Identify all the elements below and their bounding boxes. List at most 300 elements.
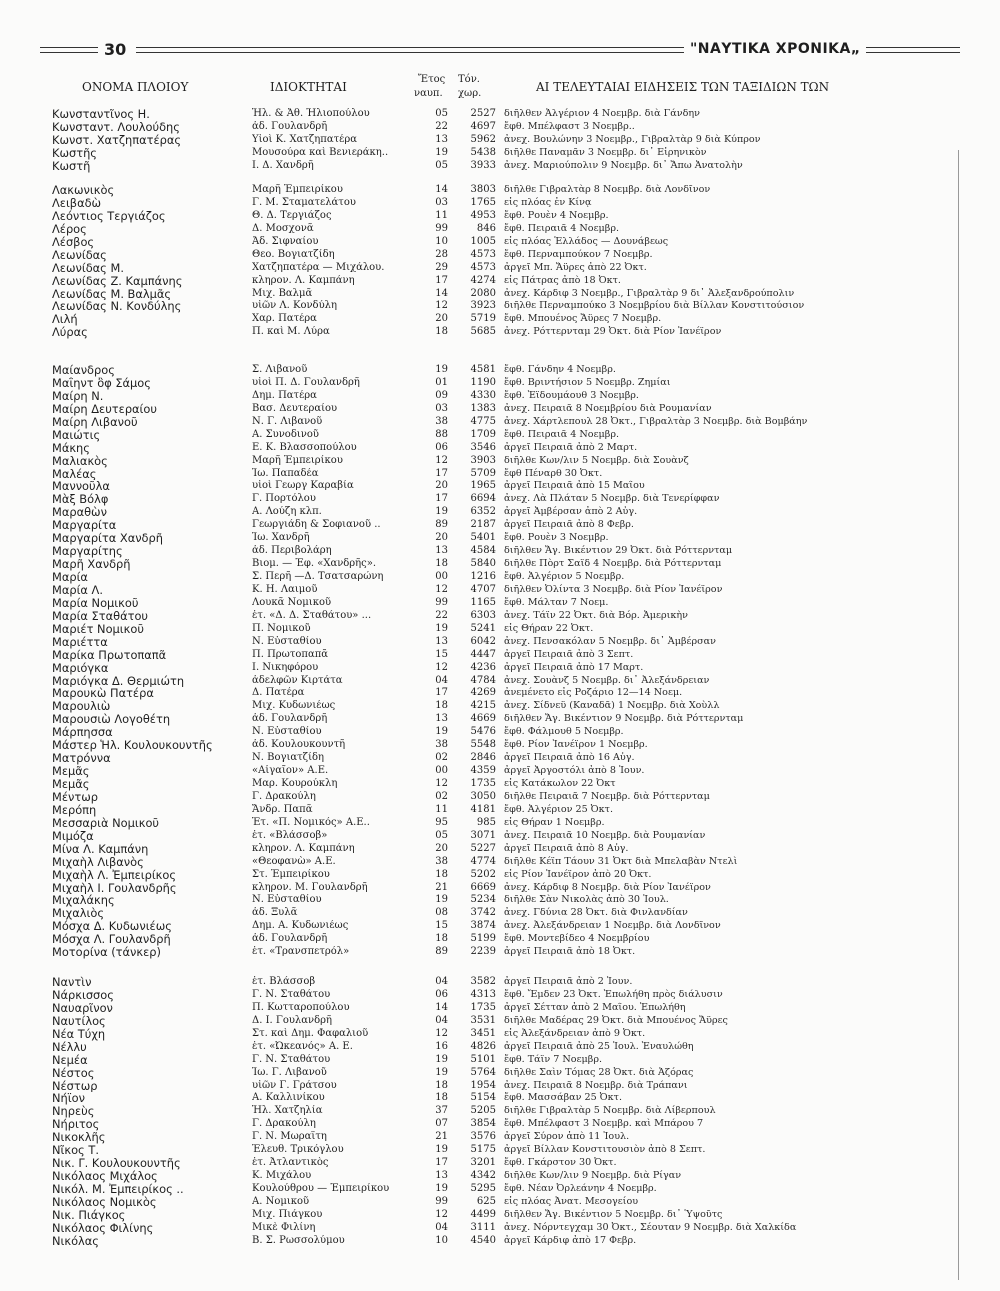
owner: Ἰω. Γ. Λιβανοῦ xyxy=(252,1066,327,1078)
owner: υἱοὶ Π. Δ. Γουλανδρῆ xyxy=(252,376,360,388)
tonnage: 4359 xyxy=(470,765,496,777)
owner: Μικὲ Φιλίνη xyxy=(252,1221,316,1233)
latest-news: ἀνεχ. Νόρντεγχαμ 30 Ὀκτ., Σέουταν 9 Νοεμβρ. διὰ Χαλκίδα xyxy=(504,1221,797,1233)
latest-news: ἀργεῖ Πειραιᾶ ἀπὸ 8 Αὐγ. xyxy=(504,842,629,854)
table-row xyxy=(48,1105,908,1118)
build-year: 04 xyxy=(435,976,448,987)
table-row xyxy=(48,933,908,946)
table-row xyxy=(48,377,908,390)
tonnage: 4330 xyxy=(470,389,496,401)
tonnage: 4499 xyxy=(470,1208,496,1220)
tonnage: 1954 xyxy=(470,1079,496,1091)
latest-news: ἔφθ. Βριντήσιον 5 Νοεμβρ. Ζημίαι xyxy=(504,376,671,388)
table-row xyxy=(48,817,908,830)
table-row xyxy=(48,778,908,791)
build-year: 20 xyxy=(435,480,448,492)
ship-name: Νικόλαος Φιλίνης xyxy=(52,1221,154,1235)
latest-news: ἀργεῖ Μπ. Ἄϋρες ἀπὸ 22 Ὀκτ. xyxy=(504,261,647,273)
tonnage: 5205 xyxy=(470,1105,496,1117)
build-year: 18 xyxy=(435,700,448,712)
table-row xyxy=(48,765,908,778)
table-row xyxy=(48,262,908,275)
tonnage: 3803 xyxy=(470,184,496,195)
owner: Δημ. Α. Κυδωνιέως xyxy=(252,920,349,932)
ship-name: Ναντὶν xyxy=(52,976,92,989)
ship-name: Μεσσαριὰ Νομικοῦ xyxy=(52,816,160,830)
tonnage: 625 xyxy=(476,1195,496,1207)
ship-name: Μίνα Λ. Καμπάνη xyxy=(52,842,149,856)
latest-news: ἀργεῖ Πειραιᾶ ἀπὸ 17 Μαρτ. xyxy=(504,661,644,673)
owner: Α. Καλλινίκου xyxy=(252,1092,325,1104)
ship-name: Νέστωρ xyxy=(52,1079,98,1093)
ship-name: Κωνσταντ. Λουλούδης xyxy=(52,120,180,134)
table-row xyxy=(48,442,908,455)
build-year: 22 xyxy=(435,120,448,132)
owner: Ε. Κ. Βλασσοπούλου xyxy=(252,441,357,453)
tonnage: 3201 xyxy=(470,1157,496,1169)
build-year: 38 xyxy=(435,739,448,751)
ship-name: Νικοκλῆς xyxy=(52,1131,106,1145)
ship-name: Λεωνίδας xyxy=(52,248,107,262)
ship-name: Μερόπη xyxy=(52,803,97,817)
build-year: 07 xyxy=(435,1118,448,1130)
table-row xyxy=(48,288,908,301)
ship-name: Μιχαὴλ Ι. Γουλανδρῆς xyxy=(52,881,177,895)
table-row xyxy=(48,1002,908,1015)
owner: υἱοὶ Γεωργ Καραβία xyxy=(252,480,354,492)
latest-news: ἀργεῖ Ἀργοστόλι ἀπὸ 8 Ἰουν. xyxy=(504,765,645,777)
build-year: 12 xyxy=(435,300,448,312)
latest-news: ἔφθ. Ἐϊδουμάουθ 3 Νοεμβρ. xyxy=(504,389,639,401)
tonnage: 4313 xyxy=(470,988,496,1000)
owner: Γ. Δρακούλη xyxy=(252,790,316,802)
tonnage: 4584 xyxy=(470,545,496,557)
tonnage: 6694 xyxy=(470,493,496,505)
owner: «Θεοφανὼ» Α.Ε. xyxy=(252,855,336,867)
latest-news: ἔφθ. Ρίον Ἰανέϊρον 1 Νοεμβρ. xyxy=(504,739,648,751)
owner: Δημ. Πατέρα xyxy=(252,389,317,401)
build-year: 00 xyxy=(435,765,448,777)
ship-name: Μαρῆ Χανδρῆ xyxy=(52,558,131,572)
table-row xyxy=(48,726,908,739)
owner: Γ. Ν. Σταθάτου xyxy=(252,988,331,1000)
build-year: 20 xyxy=(435,842,448,854)
tonnage: 4215 xyxy=(470,700,496,712)
latest-news: εἰς Ἀλεξάνδρειαν ἀπὸ 9 Ὀκτ. xyxy=(504,1027,646,1039)
tonnage: 4953 xyxy=(470,209,496,221)
build-year: 89 xyxy=(435,519,448,531)
ship-name: Νικόλας xyxy=(52,1234,99,1248)
table-row xyxy=(48,147,908,160)
build-year: 13 xyxy=(435,713,448,725)
latest-news: ἀνεχ. Σίδνεϋ (Καναδᾶ) 1 Νοεμβρ. διὰ Χοὺλλ xyxy=(504,700,720,712)
table-row xyxy=(48,210,908,223)
latest-news: διῆλθε Κέϊπ Τάουν 31 Ὀκτ διὰ Μπελαβὰν Ντελὶ xyxy=(504,855,738,867)
table-row xyxy=(48,1067,908,1080)
table-row xyxy=(48,856,908,869)
tonnage: 1735 xyxy=(470,778,496,789)
ship-name: Λέρος xyxy=(52,222,87,236)
table-row xyxy=(48,843,908,856)
build-year: 11 xyxy=(435,803,448,815)
table-row xyxy=(48,989,908,1002)
tonnage: 5154 xyxy=(470,1092,496,1104)
ship-name: Μαριόγκα Δ. Θερμιώτη xyxy=(52,674,185,688)
owner: Μιχ. Βαλμᾶ xyxy=(252,287,313,299)
table-row xyxy=(48,134,908,147)
owner: Α. Συνοδινοῦ xyxy=(252,428,319,440)
build-year: 99 xyxy=(435,1195,448,1207)
ship-name: Μιχαλάκης xyxy=(52,894,115,908)
owner: ἑτ. «Ὠκεανός» Α. Ε. xyxy=(252,1040,353,1052)
table-row xyxy=(48,275,908,288)
ship-name: Ναυτίλος xyxy=(52,1014,106,1028)
table-row xyxy=(48,1196,908,1209)
owner: Ι. Νικηφόρου xyxy=(252,661,319,673)
owner: Ἡλ. Χατζηλία xyxy=(252,1105,323,1117)
latest-news: ἔφθ Πέναρθ 30 Ὀκτ. xyxy=(504,467,603,479)
ship-group-k xyxy=(48,108,908,173)
latest-news: διῆλθεν Ἀλγέριον 4 Νοεμβρ. διὰ Γάνδην xyxy=(504,108,700,119)
table-row xyxy=(48,752,908,765)
owner: Ἀδ. Σιφναίου xyxy=(252,235,319,247)
tonnage: 5764 xyxy=(470,1066,496,1078)
build-year: 17 xyxy=(435,493,448,505)
tonnage: 4784 xyxy=(470,674,496,686)
table-row xyxy=(48,1092,908,1105)
tonnage: 5234 xyxy=(470,894,496,906)
table-row xyxy=(48,675,908,688)
latest-news: διῆλθε Γιβραλτὰρ 8 Νοεμβρ. διὰ Λονδῖνον xyxy=(504,184,711,195)
latest-news: ἀργεῖ Ἀμβέρσαν ἀπὸ 2 Αὐγ. xyxy=(504,506,638,518)
tonnage: 6352 xyxy=(470,506,496,518)
latest-news: εἰς πλόας Ἑλλάδος — Δουνάβεως xyxy=(504,235,669,247)
build-year: 05 xyxy=(435,108,448,119)
tonnage: 4181 xyxy=(470,803,496,815)
owner: ἑτ. «Τρανσπετρόλ» xyxy=(252,946,350,958)
build-year: 37 xyxy=(435,1105,448,1117)
build-year: 02 xyxy=(435,790,448,802)
build-year: 19 xyxy=(435,364,448,375)
latest-news: εἰς Πάτρας ἀπὸ 18 Ὀκτ. xyxy=(504,274,621,286)
build-year: 20 xyxy=(435,532,448,544)
owner: Σ. Λιβανοῦ xyxy=(252,364,308,375)
build-year: 28 xyxy=(435,248,448,260)
tonnage: 6042 xyxy=(470,635,496,647)
owner: Ι. Δ. Χανδρῆ xyxy=(252,159,314,171)
tonnage: 5241 xyxy=(470,622,496,634)
owner: Κουλούθρου — Ἐμπειρίκου xyxy=(252,1183,390,1194)
tonnage: 5175 xyxy=(470,1144,496,1156)
column-header-year-2: ναυπ. xyxy=(414,88,443,99)
ship-name: Νικ. Πιάγκος xyxy=(52,1208,126,1222)
latest-news: ἀργεῖ Πειραιᾶ ἀπὸ 3 Σεπτ. xyxy=(504,648,634,660)
ship-name: Νικόλ. Μ. Ἐμπειρίκος .. xyxy=(52,1183,184,1196)
table-row xyxy=(48,894,908,907)
build-year: 19 xyxy=(435,622,448,634)
tonnage: 1190 xyxy=(470,376,496,388)
tonnage: 2527 xyxy=(470,108,496,119)
latest-news: ἔφθ. Τάϊν 7 Νοεμβρ. xyxy=(504,1053,603,1065)
table-row xyxy=(48,390,908,403)
latest-news: διῆλθε Κων/λιν 5 Νοεμβρ. διὰ Σουὰνζ xyxy=(504,454,689,466)
ship-name: Νέλλυ xyxy=(52,1040,87,1054)
tonnage: 5476 xyxy=(470,726,496,738)
latest-news: ἀνεχ. Γδύνια 28 Ὀκτ. διὰ Φινλανδίαν xyxy=(504,907,688,919)
owner: ἀδ. Κουλουκουντῆ xyxy=(252,739,346,751)
tonnage: 5101 xyxy=(470,1053,496,1065)
build-year: 21 xyxy=(435,881,448,893)
owner: Βιομ. — Ἐφ. «Χανδρῆς». xyxy=(252,558,377,570)
tonnage: 4775 xyxy=(470,415,496,427)
tonnage: 4236 xyxy=(470,661,496,673)
latest-news: διῆλθε Σαὶν Τόμας 28 Ὀκτ. διὰ Ἀζόρας xyxy=(504,1066,694,1078)
column-header-owner: ΙΔΙΟΚΤΗΤΑΙ xyxy=(270,80,347,94)
column-header-year-1: Ἔτος xyxy=(418,74,446,85)
owner: Α. Νομικοῦ xyxy=(252,1195,310,1207)
tonnage: 4540 xyxy=(470,1234,496,1246)
build-year: 02 xyxy=(435,752,448,764)
latest-news: ἔφθ. Πειραιᾶ 4 Νοεμβρ. xyxy=(504,428,620,440)
table-row xyxy=(48,1028,908,1041)
page-number: 30 xyxy=(104,40,127,59)
latest-news: ἀργεῖ Βίλλαν Κονστιτουσιὸν ἀπὸ 8 Σεπτ. xyxy=(504,1144,706,1156)
latest-news: ἀργεῖ Πειραιᾶ ἀπὸ 8 Φεβρ. xyxy=(504,519,634,531)
table-row xyxy=(48,1209,908,1222)
owner: Χατζηπατέρα — Μιχάλου. xyxy=(252,261,385,273)
table-row xyxy=(48,584,908,597)
build-year: 89 xyxy=(435,946,448,958)
owner: ἑτ. «Βλάσσοβ» xyxy=(252,829,328,841)
ship-name: Μαίρη Λιβανοῦ xyxy=(52,415,138,429)
latest-news: διῆλθεν Ἄγ. Βικέντιον 5 Νοεμβρ. δι᾽ Ὑψοῦτς xyxy=(504,1208,723,1220)
table-row xyxy=(48,649,908,662)
build-year: 12 xyxy=(435,778,448,789)
latest-news: ἔφθ. Γάνδην 4 Νοεμβρ. xyxy=(504,364,616,375)
table-row xyxy=(48,882,908,895)
ship-name: Νῖκος Τ. xyxy=(52,1144,99,1158)
table-row xyxy=(48,1170,908,1183)
build-year: 09 xyxy=(435,389,448,401)
ship-name: Μεμᾶς xyxy=(52,765,90,779)
build-year: 10 xyxy=(435,235,448,247)
table-row xyxy=(48,108,908,121)
build-year: 19 xyxy=(435,506,448,518)
ship-name: Μαραθὼν xyxy=(52,506,107,520)
owner: Ἑτ. «Π. Νομικός» Α.Ε.. xyxy=(252,816,370,828)
latest-news: εἰς Ρίον Ἰανέϊρον ἀπὸ 20 Ὀκτ. xyxy=(504,868,652,880)
owner: Μαρῆ Ἐμπειρίκου xyxy=(252,184,343,195)
latest-news: ἔφθ. Μπέλφαστ 3 Νοεμβρ.. xyxy=(504,120,635,132)
table-row xyxy=(48,468,908,481)
table-row xyxy=(48,804,908,817)
build-year: 14 xyxy=(435,184,448,195)
owner: Ν. Εὐσταθίου xyxy=(252,635,322,647)
build-year: 17 xyxy=(435,1157,448,1169)
tonnage: 4669 xyxy=(470,713,496,725)
ship-group-l xyxy=(48,184,908,339)
ship-name: Κωνσταντῖνος Η. xyxy=(52,108,150,121)
tonnage: 4707 xyxy=(470,583,496,595)
tonnage: 3742 xyxy=(470,907,496,919)
table-row xyxy=(48,636,908,649)
ship-name: Μοτορίνα (τάνκερ) xyxy=(52,946,161,960)
latest-news: ἀργεῖ Πειραιᾶ ἀπὸ 15 Μαΐου xyxy=(504,480,645,492)
latest-news: ἔφθ. Ἀλγέριον 5 Νοεμβρ. xyxy=(504,571,625,582)
table-row xyxy=(48,1183,908,1196)
table-row xyxy=(48,1015,908,1028)
owner: κληρον. Λ. Καμπάνη xyxy=(252,842,355,854)
build-year: 05 xyxy=(435,159,448,171)
ship-name: Μαιώτις xyxy=(52,428,101,442)
tonnage: 3874 xyxy=(470,920,496,932)
tonnage: 3582 xyxy=(470,976,496,987)
table-row xyxy=(48,662,908,675)
latest-news: εἰς πλόας Ἀνατ. Μεσογείου xyxy=(504,1195,639,1207)
latest-news: ἀργεῖ Πειραιᾶ ἀπὸ 2 Ἰουν. xyxy=(504,976,633,987)
owner: Ν. Βογιατζίδη xyxy=(252,752,325,764)
table-row xyxy=(48,610,908,623)
latest-news: ἀνεχ. Μαριούπολιν 9 Νοεμβρ. δι᾽ Ἄπω Ἀνατολὴν xyxy=(504,159,743,171)
build-year: 99 xyxy=(435,222,448,234)
table-row xyxy=(48,249,908,262)
ship-name: Μαρία xyxy=(52,571,88,584)
latest-news: διῆλθε Σὰν Νικολὰς ἀπὸ 30 Ἰουλ. xyxy=(504,894,669,906)
ship-name: Λεωνίδας Μ. xyxy=(52,261,124,275)
build-year: 04 xyxy=(435,1014,448,1026)
latest-news: ἔφθ. Μάλταν 7 Νοεμ. xyxy=(504,596,609,608)
ship-name: Νικ. Γ. Κουλουκουντῆς xyxy=(52,1157,181,1171)
tonnage: 3903 xyxy=(470,454,496,466)
latest-news: ἀργεῖ Πειραιᾶ ἀπὸ 18 Ὀκτ. xyxy=(504,946,636,958)
tonnage: 2080 xyxy=(470,287,496,299)
table-row xyxy=(48,558,908,571)
owner: Σ. Περῆ —Δ. Τσατσαρώνη xyxy=(252,571,384,582)
owner: Δ. Ι. Γουλανδρῆ xyxy=(252,1014,332,1026)
tonnage: 5199 xyxy=(470,933,496,945)
ship-name: Μάστερ Ἡλ. Κουλουκουντῆς xyxy=(52,739,213,753)
build-year: 19 xyxy=(435,1053,448,1065)
ship-name: Μαργαρίτα Χανδρῆ xyxy=(52,532,163,546)
owner: ἑτ. Βλάσσοβ xyxy=(252,976,316,987)
build-year: 13 xyxy=(435,1170,448,1182)
ship-name: Νεμέα xyxy=(52,1053,88,1067)
ship-name: Μιμόζα xyxy=(52,829,94,843)
table-row xyxy=(48,121,908,134)
table-row xyxy=(48,869,908,882)
table-row xyxy=(48,532,908,545)
ship-name: Κωνστ. Χατζηπατέρας xyxy=(52,133,182,147)
tonnage: 3111 xyxy=(470,1221,496,1233)
ship-name: Μαννοῦλα xyxy=(52,480,110,494)
latest-news: διῆλθε Πὸρτ Σαϊδ 4 Νοεμβρ. διὰ Ρόττερνταμ xyxy=(504,558,722,570)
table-row xyxy=(48,1222,908,1235)
owner: Ἰω. Χανδρῆ xyxy=(252,532,310,544)
ship-name: Κωστῆς xyxy=(52,146,97,160)
table-row xyxy=(48,1041,908,1054)
tonnage: 4573 xyxy=(470,261,496,273)
latest-news: ἀνεχ. Κάρδιφ 3 Νοεμβρ., Γιβραλτὰρ 9 δι᾽ Ἀλεξανδρούπολιν xyxy=(504,287,795,299)
ship-name: Μιχαὴλ Λιβανὸς xyxy=(52,855,144,869)
latest-news: διῆλθε Κων/λιν 9 Νοεμβρ. διὰ Ρίγαν xyxy=(504,1170,682,1182)
ship-name: Μαρία Λ. xyxy=(52,583,103,597)
latest-news: διῆλθε Περναμπούκο 3 Νοεμβρίου διὰ Βίλλαν Κονστιτούσιον xyxy=(504,300,805,312)
owner: Π. καὶ Μ. Λύρα xyxy=(252,326,330,338)
ship-name: Μιχαὴλ Λ. Ἐμπειρίκος xyxy=(52,868,177,882)
table-row xyxy=(48,403,908,416)
latest-news: ἔφθ. Νέαν Ὀρλεάνην 4 Νοεμβρ. xyxy=(504,1183,657,1194)
owner: Ἄνδρ. Παπᾶ xyxy=(252,803,313,815)
owner: Κ. Η. Λαιμοῦ xyxy=(252,583,318,595)
tonnage: 4447 xyxy=(470,648,496,660)
build-year: 29 xyxy=(435,261,448,273)
latest-news: ἀνεχ. Χάρτλεπουλ 28 Ὀκτ., Γιβραλτὰρ 3 Νοεμβρ. διὰ Βομβάην xyxy=(504,415,808,427)
tonnage: 4826 xyxy=(470,1040,496,1052)
owner: Γεωργιάδη & Σοφιανοῦ .. xyxy=(252,519,381,531)
tonnage: 5840 xyxy=(470,558,496,570)
table-row xyxy=(48,197,908,210)
header-rule-mid xyxy=(136,47,684,53)
ship-name: Μαρία Σταθάτου xyxy=(52,609,149,623)
latest-news: διῆλθεν Ὀλίντα 3 Νοεμβρ. διὰ Ρίον Ἰανέϊρον xyxy=(504,583,723,595)
build-year: 16 xyxy=(435,1040,448,1052)
owner: ἀδελφῶν Κιρτάτα xyxy=(252,674,343,686)
table-row xyxy=(48,700,908,713)
latest-news: ἔφθ. Μπουένος Ἄϋρες 7 Νοεμβρ. xyxy=(504,313,662,325)
owner: Στ. Ἐμπειρίκου xyxy=(252,868,330,880)
magazine-title: "ΝΑΥΤΙΚΑ ΧΡΟΝΙΚΑ„ xyxy=(690,41,861,57)
build-year: 20 xyxy=(435,313,448,325)
tonnage: 4774 xyxy=(470,855,496,867)
table-row xyxy=(48,493,908,506)
latest-news: ἔφθ. Μπέλφαστ 3 Νοεμβρ. καὶ Μπάρου 7 xyxy=(504,1118,704,1130)
owner: κληρον. Λ. Καμπάνη xyxy=(252,274,355,286)
owner: ἀδ. Ξυλᾶ xyxy=(252,907,298,919)
ship-name: Νικόλαος Μιχάλος xyxy=(52,1170,158,1184)
table-row xyxy=(48,687,908,700)
table-row xyxy=(48,1157,908,1170)
latest-news: διῆλθεν Ἄγ. Βικέντιον 9 Νοεμβρ. διὰ Ρόττερνταμ xyxy=(504,713,744,725)
build-year: 11 xyxy=(435,209,448,221)
owner: κληρον. Μ. Γουλανδρῆ xyxy=(252,881,368,893)
owner: Υἱοὶ Κ. Χατζηπατέρα xyxy=(252,133,357,145)
right-margin-line xyxy=(958,150,959,1280)
owner: ἀδ. Περιβολάρη xyxy=(252,545,332,557)
ship-name: Λιλή xyxy=(52,313,78,327)
tonnage: 6669 xyxy=(470,881,496,893)
build-year: 18 xyxy=(435,1079,448,1091)
latest-news: ἀνεχ. Πειραιᾶ 10 Νοεμβρ. διὰ Ρουμανίαν xyxy=(504,829,706,841)
build-year: 18 xyxy=(435,558,448,570)
build-year: 13 xyxy=(435,545,448,557)
ship-name: Μόσχα Λ. Γουλανδρῆ xyxy=(52,933,171,947)
table-row xyxy=(48,519,908,532)
owner: Μιχ. Πιάγκου xyxy=(252,1208,323,1220)
ship-name: Μαρουσιὼ Λογοθέτη xyxy=(52,713,171,727)
ship-name: Νέα Τύχη xyxy=(52,1027,106,1041)
build-year: 18 xyxy=(435,326,448,338)
tonnage: 3546 xyxy=(470,441,496,453)
owner: Ν. Εὐσταθίου xyxy=(252,894,322,906)
ship-name: Μαριόγκα xyxy=(52,661,109,675)
tonnage: 5227 xyxy=(470,842,496,854)
tonnage: 4581 xyxy=(470,364,496,375)
latest-news: ἔφθ. Ρουὲν 4 Νοεμβρ. xyxy=(504,209,609,221)
ship-name: Μάκης xyxy=(52,441,90,455)
build-year: 99 xyxy=(435,596,448,608)
ship-name: Λέσβος xyxy=(52,235,95,249)
ship-name: Μέντωρ xyxy=(52,790,98,804)
